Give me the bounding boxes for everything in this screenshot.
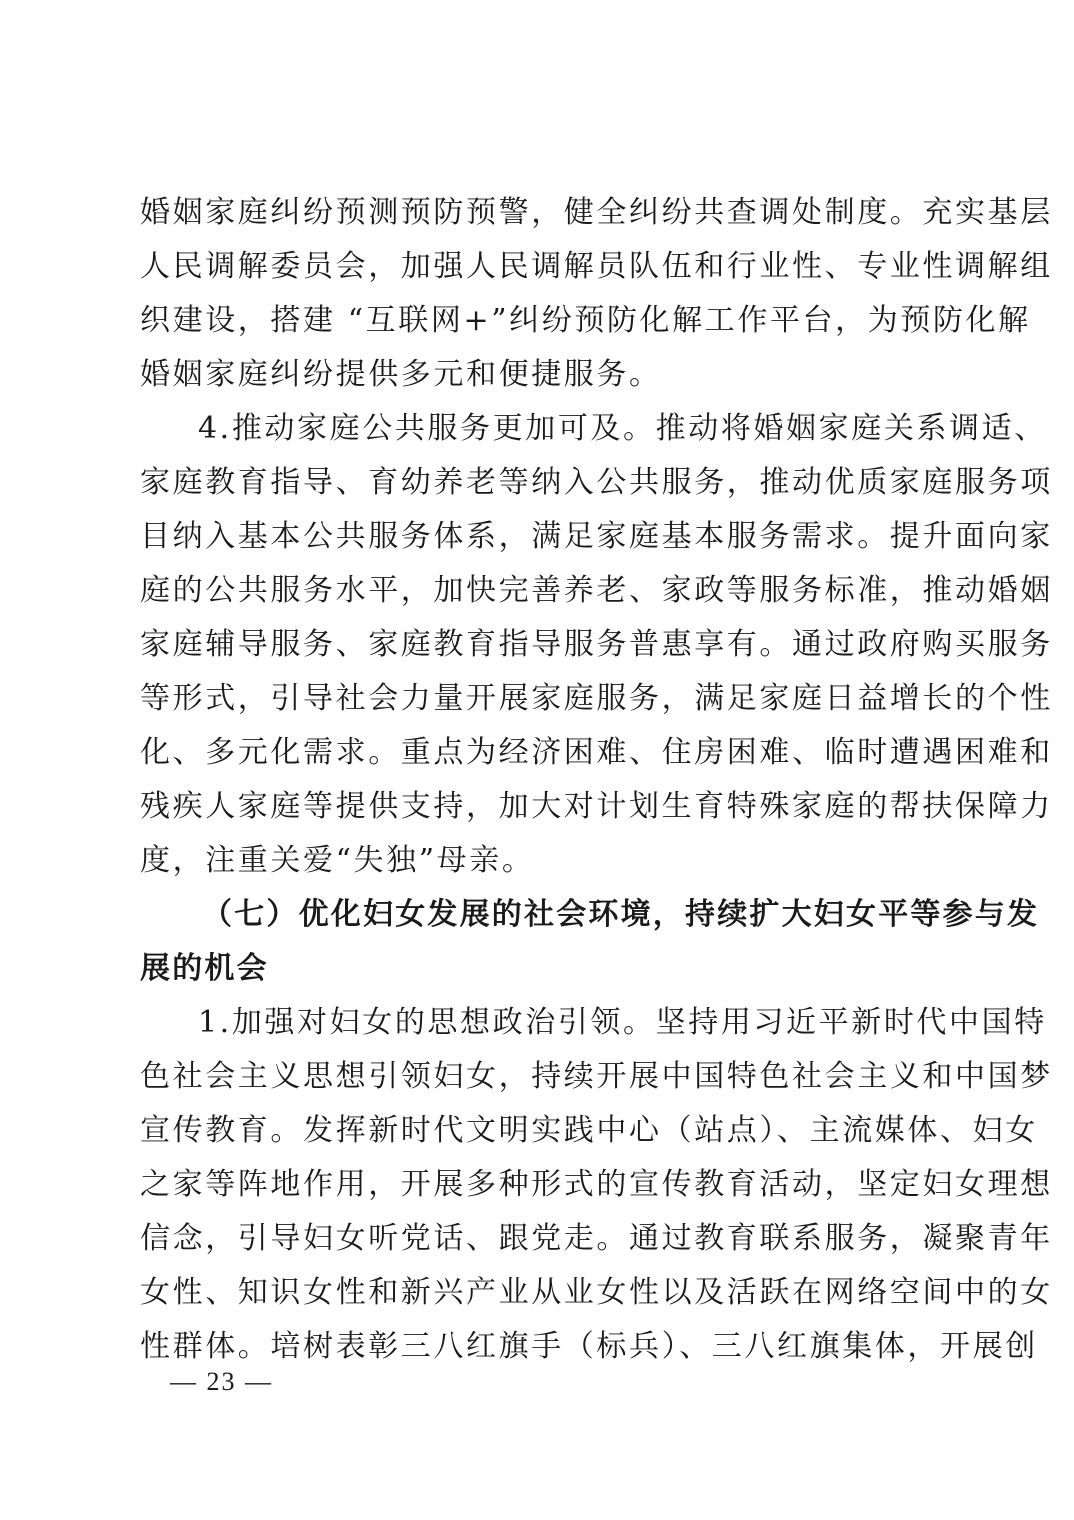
section-heading: 展的机会 — [140, 951, 269, 986]
paragraph-first-line: 1.加强对妇女的思想政治引领。坚持用习近平新时代中国特 — [198, 1005, 1047, 1040]
text-line: 之家等阵地作用，开展多种形式的宣传教育活动，坚定妇女理想 — [140, 1167, 1053, 1202]
page-number: — 23 — — [170, 1367, 273, 1396]
text-line: 度，注重关爱“失独”母亲。 — [140, 843, 535, 878]
paragraph-first-line: 4.推动家庭公共服务更加可及。推动将婚姻家庭关系调适、 — [198, 411, 1047, 446]
text-line: 女性、知识女性和新兴产业从业女性以及活跃在网络空间中的女 — [140, 1275, 1053, 1310]
text-line: 家庭辅导服务、家庭教育指导服务普惠享有。通过政府购买服务 — [140, 627, 1053, 662]
text-line: 残疾人家庭等提供支持，加大对计划生育特殊家庭的帮扶保障力 — [140, 789, 1053, 824]
text-line: 织建设，搭建 “互联网+”纠纷预防化解工作平台，为预防化解 — [140, 303, 1031, 338]
text-line: 化、多元化需求。重点为经济困难、住房困难、临时遭遇困难和 — [140, 735, 1053, 770]
text-line: 目纳入基本公共服务体系，满足家庭基本服务需求。提升面向家 — [140, 519, 1053, 554]
text-line: 性群体。培树表彰三八红旗手（标兵）、三八红旗集体，开展创 — [140, 1329, 1038, 1364]
text-line: 家庭教育指导、育幼养老等纳入公共服务，推动优质家庭服务项 — [140, 465, 1053, 500]
text-line: 信念，引导妇女听党话、跟党走。通过教育联系服务，凝聚青年 — [140, 1221, 1053, 1256]
text-line: 人民调解委员会，加强人民调解员队伍和行业性、专业性调解组 — [140, 249, 1053, 284]
text-line: 庭的公共服务水平，加快完善养老、家政等服务标准，推动婚姻 — [140, 573, 1053, 608]
text-line: 婚姻家庭纠纷预测预防预警，健全纠纷共查调处制度。充实基层 — [140, 195, 1053, 230]
text-line: 色社会主义思想引领妇女，持续开展中国特色社会主义和中国梦 — [140, 1059, 1053, 1094]
text-line: 宣传教育。发挥新时代文明实践中心（站点）、主流媒体、妇女 — [140, 1113, 1038, 1148]
text-line: 等形式，引导社会力量开展家庭服务，满足家庭日益增长的个性 — [140, 681, 1053, 716]
text-line: 婚姻家庭纠纷提供多元和便捷服务。 — [140, 357, 662, 392]
section-heading: （七）优化妇女发展的社会环境，持续扩大妇女平等参与发 — [202, 897, 1040, 932]
